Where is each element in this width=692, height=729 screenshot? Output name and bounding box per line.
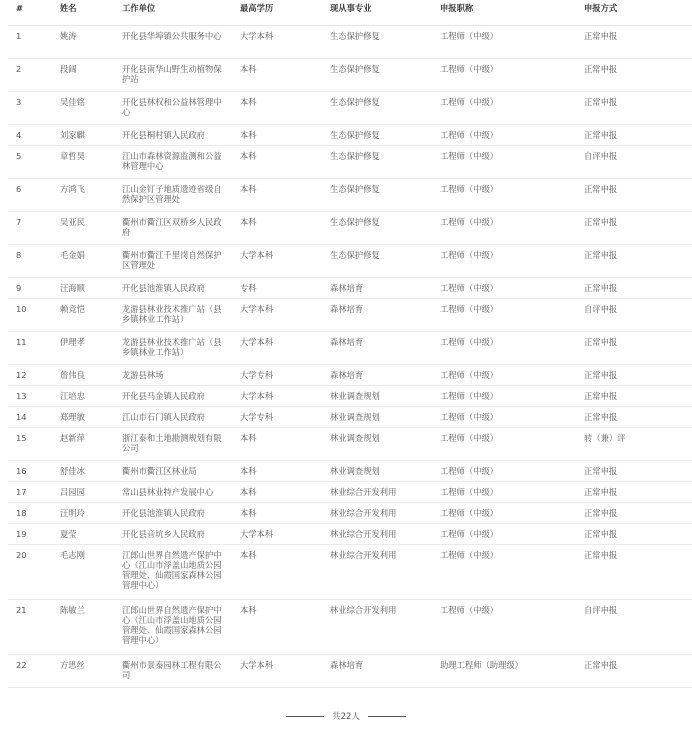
cell-method: 自评申报: [576, 146, 692, 179]
table-row: [8, 278, 692, 299]
cell-title: 工程师（中级）: [432, 92, 576, 125]
cell-index: 9: [8, 278, 52, 299]
cell-index: 17: [8, 482, 52, 503]
cell-education: 大学本科: [232, 26, 322, 59]
cell-education: 大学本科: [232, 386, 322, 407]
cell-method: 正常申报: [576, 545, 692, 600]
cell-specialty: 生态保护修复: [322, 146, 432, 179]
cell-specialty: 林业综合开发利用: [322, 524, 432, 545]
cell-education: 本科: [232, 461, 322, 482]
cell-title: 工程师（中级）: [432, 461, 576, 482]
cell-index: 14: [8, 407, 52, 428]
footer-count: 共22人: [332, 712, 360, 722]
cell-method: 正常申报: [576, 407, 692, 428]
cell-index: 6: [8, 179, 52, 212]
cell-title: 工程师（中级）: [432, 212, 576, 245]
cell-name: 章哲昊: [52, 146, 114, 179]
cell-title: 工程师（中级）: [432, 600, 576, 655]
cell-work-unit: 江山市石门镇人民政府: [114, 407, 232, 428]
cell-education: 本科: [232, 212, 322, 245]
cell-index: 3: [8, 92, 52, 125]
cell-work-unit: 开化县池淮镇人民政府: [114, 503, 232, 524]
cell-index: 18: [8, 503, 52, 524]
header-name: 姓名: [52, 0, 114, 26]
cell-index: 22: [8, 655, 52, 688]
cell-title: 工程师（中级）: [432, 278, 576, 299]
cell-specialty: 生态保护修复: [322, 179, 432, 212]
header-title: 申报职称: [432, 0, 576, 26]
table-row: [8, 655, 692, 688]
cell-index: 8: [8, 245, 52, 278]
cell-title: 工程师（中级）: [432, 482, 576, 503]
cell-method: 正常申报: [576, 655, 692, 688]
cell-work-unit: 衢州市衢江区双桥乡人民政府: [114, 212, 232, 245]
table-row: [8, 26, 692, 59]
cell-education: 本科: [232, 125, 322, 146]
cell-work-unit: 开化县池淮镇人民政府: [114, 278, 232, 299]
cell-work-unit: 龙游县林业技术推广站（县乡镇林业工作站）: [114, 332, 232, 365]
table-row: [8, 125, 692, 146]
cell-method: 正常申报: [576, 212, 692, 245]
cell-specialty: 生态保护修复: [322, 59, 432, 92]
cell-specialty: 森林培育: [322, 365, 432, 386]
cell-education: 专科: [232, 278, 322, 299]
table-row: [8, 407, 692, 428]
cell-education: 大学本科: [232, 524, 322, 545]
cell-specialty: 林业综合开发利用: [322, 600, 432, 655]
cell-specialty: 生态保护修复: [322, 212, 432, 245]
cell-title: 工程师（中级）: [432, 146, 576, 179]
cell-work-unit: 浙江泰和土地勘测规划有限公司: [114, 428, 232, 461]
cell-method: 正常申报: [576, 524, 692, 545]
cell-work-unit: 开化县桐村镇人民政府: [114, 125, 232, 146]
cell-education: 本科: [232, 545, 322, 600]
table-row: [8, 245, 692, 278]
cell-title: 工程师（中级）: [432, 299, 576, 332]
cell-index: 21: [8, 600, 52, 655]
cell-name: 汪海顺: [52, 278, 114, 299]
cell-work-unit: 开化县音坑乡人民政府: [114, 524, 232, 545]
cell-name: 吴亚民: [52, 212, 114, 245]
cell-index: 5: [8, 146, 52, 179]
cell-education: 大学本科: [232, 655, 322, 688]
cell-method: 正常申报: [576, 92, 692, 125]
cell-specialty: 森林培育: [322, 655, 432, 688]
cell-education: 大学专科: [232, 407, 322, 428]
cell-title: 工程师（中级）: [432, 245, 576, 278]
cell-work-unit: 江郎山世界自然遗产保护中心（江山市浮盖山地质公园管理处、仙霞国家森林公园管理中心）: [114, 600, 232, 655]
cell-title: 工程师（中级）: [432, 332, 576, 365]
cell-specialty: 林业调查规划: [322, 461, 432, 482]
cell-specialty: 林业调查规划: [322, 386, 432, 407]
header-work-unit: 工作单位: [114, 0, 232, 26]
table-row: [8, 600, 692, 655]
cell-index: 16: [8, 461, 52, 482]
cell-method: 正常申报: [576, 461, 692, 482]
cell-title: 工程师（中级）: [432, 59, 576, 92]
table-row: [8, 482, 692, 503]
table-row: [8, 212, 692, 245]
table-row: [8, 179, 692, 212]
table-row: [8, 146, 692, 179]
cell-specialty: 森林培育: [322, 299, 432, 332]
cell-index: 1: [8, 26, 52, 59]
cell-name: 赵新萍: [52, 428, 114, 461]
cell-title: 工程师（中级）: [432, 524, 576, 545]
cell-name: 詹伟良: [52, 365, 114, 386]
cell-education: 本科: [232, 600, 322, 655]
cell-title: 工程师（中级）: [432, 26, 576, 59]
header-education: 最高学历: [232, 0, 322, 26]
cell-title: 工程师（中级）: [432, 365, 576, 386]
cell-specialty: 森林培育: [322, 332, 432, 365]
cell-name: 夏莹: [52, 524, 114, 545]
cell-name: 郑理敏: [52, 407, 114, 428]
table-row: [8, 545, 692, 600]
cell-index: 13: [8, 386, 52, 407]
cell-specialty: 林业综合开发利用: [322, 503, 432, 524]
table-footer: [0, 710, 692, 722]
table-row: [8, 524, 692, 545]
cell-method: 自评申报: [576, 299, 692, 332]
cell-specialty: 生态保护修复: [322, 125, 432, 146]
cell-specialty: 生态保护修复: [322, 245, 432, 278]
cell-education: 本科: [232, 92, 322, 125]
cell-name: 江培忠: [52, 386, 114, 407]
cell-index: 11: [8, 332, 52, 365]
table-row: [8, 332, 692, 365]
cell-index: 12: [8, 365, 52, 386]
cell-method: 正常申报: [576, 365, 692, 386]
cell-name: 吴佳铭: [52, 92, 114, 125]
cell-method: 正常申报: [576, 59, 692, 92]
cell-method: 正常申报: [576, 179, 692, 212]
cell-education: 大学本科: [232, 245, 322, 278]
cell-method: 转（兼）评: [576, 428, 692, 461]
cell-work-unit: 衢州市衢江千里岗自然保护区管理处: [114, 245, 232, 278]
cell-index: 10: [8, 299, 52, 332]
cell-work-unit: 开化县华埠镇公共服务中心: [114, 26, 232, 59]
cell-title: 工程师（中级）: [432, 407, 576, 428]
cell-method: 正常申报: [576, 503, 692, 524]
cell-work-unit: 开化县南华山野生动植物保护站: [114, 59, 232, 92]
cell-title: 工程师（中级）: [432, 428, 576, 461]
cell-title: 工程师（中级）: [432, 386, 576, 407]
cell-education: 本科: [232, 482, 322, 503]
cell-index: 19: [8, 524, 52, 545]
cell-method: 正常申报: [576, 245, 692, 278]
cell-education: 大学本科: [232, 299, 322, 332]
cell-specialty: 林业调查规划: [322, 428, 432, 461]
cell-work-unit: 开化县林权和公益林管理中心: [114, 92, 232, 125]
table-row: [8, 461, 692, 482]
cell-name: 吕园园: [52, 482, 114, 503]
cell-name: 赖竞恺: [52, 299, 114, 332]
header-index: #: [8, 0, 52, 26]
cell-education: 本科: [232, 59, 322, 92]
cell-specialty: 林业调查规划: [322, 407, 432, 428]
cell-name: 舒佳冰: [52, 461, 114, 482]
cell-method: 正常申报: [576, 482, 692, 503]
table-row: [8, 299, 692, 332]
cell-work-unit: 江山市森林资源监测和公益林管理中心: [114, 146, 232, 179]
cell-method: 正常申报: [576, 26, 692, 59]
cell-method: 正常申报: [576, 332, 692, 365]
table-row: [8, 59, 692, 92]
cell-title: 工程师（中级）: [432, 503, 576, 524]
cell-name: 毛志刚: [52, 545, 114, 600]
cell-specialty: 林业综合开发利用: [322, 482, 432, 503]
cell-education: 大学本科: [232, 332, 322, 365]
table-header-row: [8, 0, 692, 26]
cell-work-unit: 江郎山世界自然遗产保护中心（江山市浮盖山地质公园管理处、仙霞国家森林公园管理中心）: [114, 545, 232, 600]
cell-method: 自评申报: [576, 600, 692, 655]
cell-title: 工程师（中级）: [432, 545, 576, 600]
applicant-table: [8, 0, 692, 688]
cell-specialty: 生态保护修复: [322, 92, 432, 125]
cell-specialty: 林业综合开发利用: [322, 545, 432, 600]
cell-specialty: 森林培育: [322, 278, 432, 299]
cell-method: 正常申报: [576, 386, 692, 407]
cell-education: 大学专科: [232, 365, 322, 386]
table-row: [8, 386, 692, 407]
table-row: [8, 503, 692, 524]
table-body: [8, 26, 692, 688]
cell-education: 本科: [232, 428, 322, 461]
cell-name: 方思丝: [52, 655, 114, 688]
cell-work-unit: 龙游县林业技术推广站（县乡镇林业工作站）: [114, 299, 232, 332]
cell-title: 工程师（中级）: [432, 125, 576, 146]
cell-index: 4: [8, 125, 52, 146]
cell-work-unit: 衢州市衢江区林业局: [114, 461, 232, 482]
cell-title: 助理工程师（助理级）: [432, 655, 576, 688]
footer-divider-left: [286, 716, 324, 717]
cell-education: 本科: [232, 146, 322, 179]
table-row: [8, 428, 692, 461]
cell-method: 正常申报: [576, 278, 692, 299]
header-specialty: 现从事专业: [322, 0, 432, 26]
cell-name: 姚涛: [52, 26, 114, 59]
table-row: [8, 365, 692, 386]
cell-education: 本科: [232, 503, 322, 524]
cell-index: 2: [8, 59, 52, 92]
cell-name: 段阔: [52, 59, 114, 92]
cell-specialty: 生态保护修复: [322, 26, 432, 59]
cell-work-unit: 常山县林业特产发展中心: [114, 482, 232, 503]
footer-divider-right: [368, 716, 406, 717]
cell-index: 15: [8, 428, 52, 461]
header-method: 申报方式: [576, 0, 692, 26]
cell-index: 20: [8, 545, 52, 600]
cell-method: 正常申报: [576, 125, 692, 146]
cell-title: 工程师（中级）: [432, 179, 576, 212]
cell-name: 方鸿飞: [52, 179, 114, 212]
table-row: [8, 92, 692, 125]
cell-name: 汪明玲: [52, 503, 114, 524]
cell-name: 陈敏兰: [52, 600, 114, 655]
cell-name: 毛金娟: [52, 245, 114, 278]
cell-name: 伊理孝: [52, 332, 114, 365]
cell-index: 7: [8, 212, 52, 245]
cell-education: 本科: [232, 179, 322, 212]
cell-work-unit: 龙游县林场: [114, 365, 232, 386]
cell-work-unit: 衢州市景泰园林工程有限公司: [114, 655, 232, 688]
cell-work-unit: 江山金钉子地质遗迹省级自然保护区管理处: [114, 179, 232, 212]
cell-name: 刘家麒: [52, 125, 114, 146]
cell-work-unit: 开化县马金镇人民政府: [114, 386, 232, 407]
